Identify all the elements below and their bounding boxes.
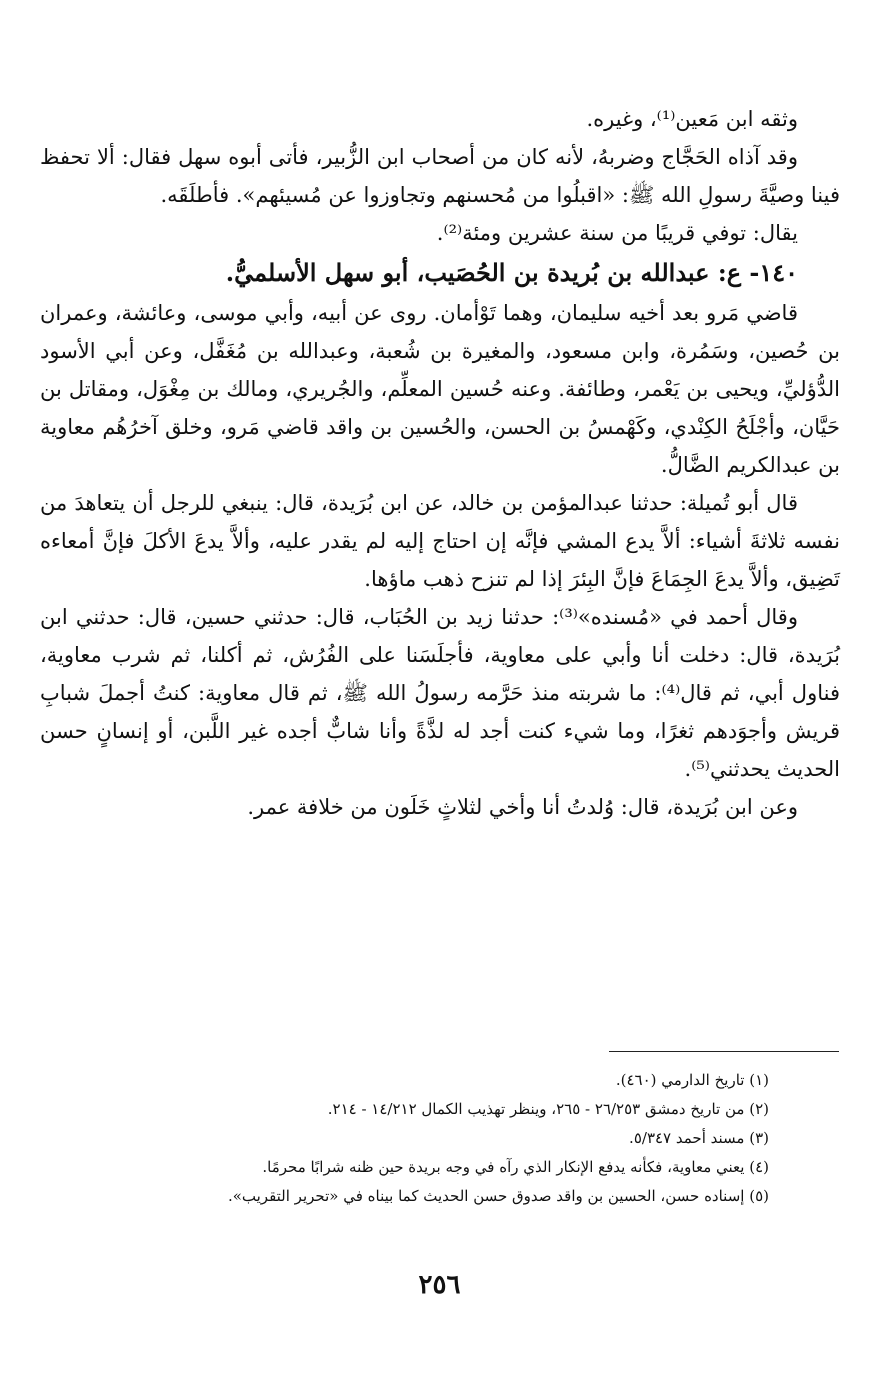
footnote: (٥) إسناده حسن، الحسين بن واقد صدوق حسن الحديث كما بيناه في «تحرير التقريب». [227, 1187, 769, 1205]
page-number: ٢٥٦ [418, 1270, 461, 1300]
paragraph: قال أبو تُميلة: حدثنا عبدالمؤمن بن خالد، عن ابن بُرَيدة، قال: ينبغي للرجل أن يتعاهدَ من نفسه ثلاثةَ أشياء: ألاَّ يدع المشي فإنَّه إن احتاج إليه لم يقدر عليه، وألاَّ يدعَ الأكلَ فإنَّ أمعاءه تَضِيق، وألاَّ يدعَ الجِمَاعَ فإنَّ البِئرَ إذا لم تنزح ذهب ماؤها. [40, 491, 841, 591]
paragraph: قاضي مَرو بعد أخيه سليمان، وهما تَوْأمان. روى عن أبيه، وأبي موسى، وعائشة، وعمران بن حُصين، وسَمُرة، وابن مسعود، والمغيرة بن شُعبة، وعبدالله بن مُغَفَّل، وعن أبي الأسود الدُّؤليِّ، ويحيى بن يَعْمر، وطائفة. وعنه حُسين المعلِّم، والجُريري، ومالك بن مِغْوَل، ومقاتل بن حَيَّان، وأجْلَحُ الكِنْدي، وكَهْمسُ بن الحسن، والحُسين بن واقد قاضي مَرو، وخلق آخرُهُم معاوية بن عبدالكريم الضَّالُّ. [40, 301, 840, 477]
footnote-separator [609, 1051, 839, 1052]
paragraph: وثقه ابن مَعين⁽¹⁾، وغيره. [586, 107, 798, 131]
paragraph: وقال أحمد في «مُسنده»⁽³⁾: حدثنا زيد بن الحُبَاب، قال: حدثني حسين، قال: حدثني ابن بُرَيدة، قال: دخلت أنا وأبي على معاوية، فأجلَسَنا على الفُرُش، ثم أكلنا، ثم شرب معاوية، فناول أبي، ثم قال⁽⁴⁾: ما شربته منذ حَرَّمه رسولُ الله ﷺ، ثم قال معاوية: كنتُ أجملَ شبابِ قريش وأجوَدهم ثغرًا، وما شيء كنت أجد له لذَّةً وأنا شابٌّ أجده غير اللَّبن، أو إنسانٍ حسن الحديث يحدثني⁽⁵⁾. [40, 605, 840, 781]
entry-heading: ١٤٠- ع: عبدالله بن بُريدة بن الحُصَيب، أبو سهل الأسلميُّ. [225, 258, 798, 287]
paragraph: وعن ابن بُرَيدة، قال: وُلدتُ أنا وأخي لثلاثٍ خَلَون من خلافة عمر. [247, 795, 798, 819]
footnote: (٣) مسند أحمد ٥/٣٤٧. [629, 1129, 769, 1147]
page-body [40, 100, 840, 826]
footnote: (١) تاريخ الدارمي (٤٦٠). [615, 1071, 769, 1089]
paragraph: يقال: توفي قريبًا من سنة عشرين ومئة⁽²⁾. [436, 221, 798, 245]
footnote: (٢) من تاريخ دمشق ٢٦/٢٥٣ - ٢٦٥، وينظر تهذيب الكمال ١٤/٢١٢ - ٢١٤. [327, 1100, 769, 1118]
paragraph: وقد آذاه الحَجَّاج وضربهُ، لأنه كان من أصحاب ابن الزُّبير، فأتى أبوه سهل فقال: ألا تحفظ فينا وصيَّةَ رسولِ الله ﷺ: «اقبلُوا من مُحسنهم وتجاوزوا عن مُسيئهم». فأطلَقَه. [40, 145, 840, 207]
footnotes [79, 1066, 769, 1211]
footnote: (٤) يعني معاوية، فكأنه يدفع الإنكار الذي رآه في وجه بريدة حين ظنه شرابًا محرمًا. [262, 1158, 769, 1176]
